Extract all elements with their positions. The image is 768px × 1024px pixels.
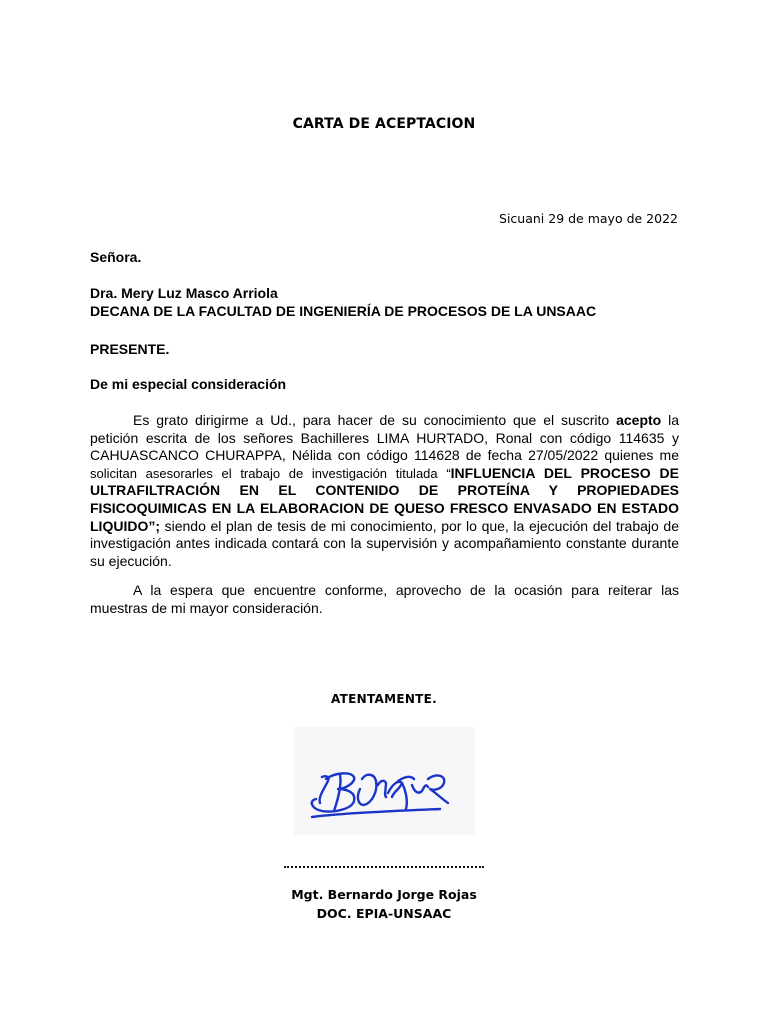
handwritten-signature: [294, 727, 475, 835]
thesis-title: INFLUENCIA DEL PROCESO DE ULTRAFILTRACIÓN EN EL CONTENIDO DE PROTEÍNA Y PROPIEDADES FISICOQUIMICAS EN LA ELABORACION DE QUESO FRESCO ENVASADO EN ESTADO LIQUIDO”;: [90, 464, 679, 534]
signer-position: DOC. EPIA-UNSAAC: [316, 906, 452, 921]
recipient-name: Dra. Mery Luz Masco Arriola: [90, 285, 278, 301]
body-paragraph-1: [90, 412, 679, 570]
p1-mid-text: la petición escrita de los señores Bachilleres LIMA HURTADO, Ronal con código 114635 y CAHUASCANCO CHURAPPA, Nélida con código 114628 de fecha 27/05/2022 quienes me: [90, 412, 679, 464]
body-paragraph-2: [90, 582, 679, 617]
accept-word: acepto: [616, 412, 662, 428]
p1-small-text: solicitan asesorarles el trabajo de investigación titulada “: [90, 465, 451, 481]
signer-name: Mgt. Bernardo Jorge Rojas: [291, 887, 477, 902]
salutation: Señora.: [90, 249, 142, 265]
closing-line: ATENTAMENTE.: [330, 692, 438, 706]
signature-line: [284, 866, 484, 868]
presente-line: PRESENTE.: [90, 341, 170, 357]
letter-title: CARTA DE ACEPTACION: [292, 116, 476, 132]
p2-text: A la espera que encuentre conforme, aprovecho de la ocasión para reiterar las muestras de mi mayor consideración.: [90, 582, 679, 616]
recipient-role: DECANA DE LA FACULTAD DE INGENIERÍA DE PROCESOS DE LA UNSAAC: [90, 303, 597, 319]
date-line: Sicuani 29 de mayo de 2022: [499, 211, 678, 226]
consideration-line: De mi especial consideración: [90, 376, 287, 392]
p1-end-text: siendo el plan de tesis de mi conocimiento, por lo que, la ejecución del trabajo de investigación antes indicada contará con la supervisión y acompañamiento constante durante su ejecución.: [90, 517, 679, 569]
signature-image: [294, 727, 475, 835]
p1-start-text: Es grato dirigirme a Ud., para hacer de su conocimiento que el suscrito: [133, 412, 617, 428]
